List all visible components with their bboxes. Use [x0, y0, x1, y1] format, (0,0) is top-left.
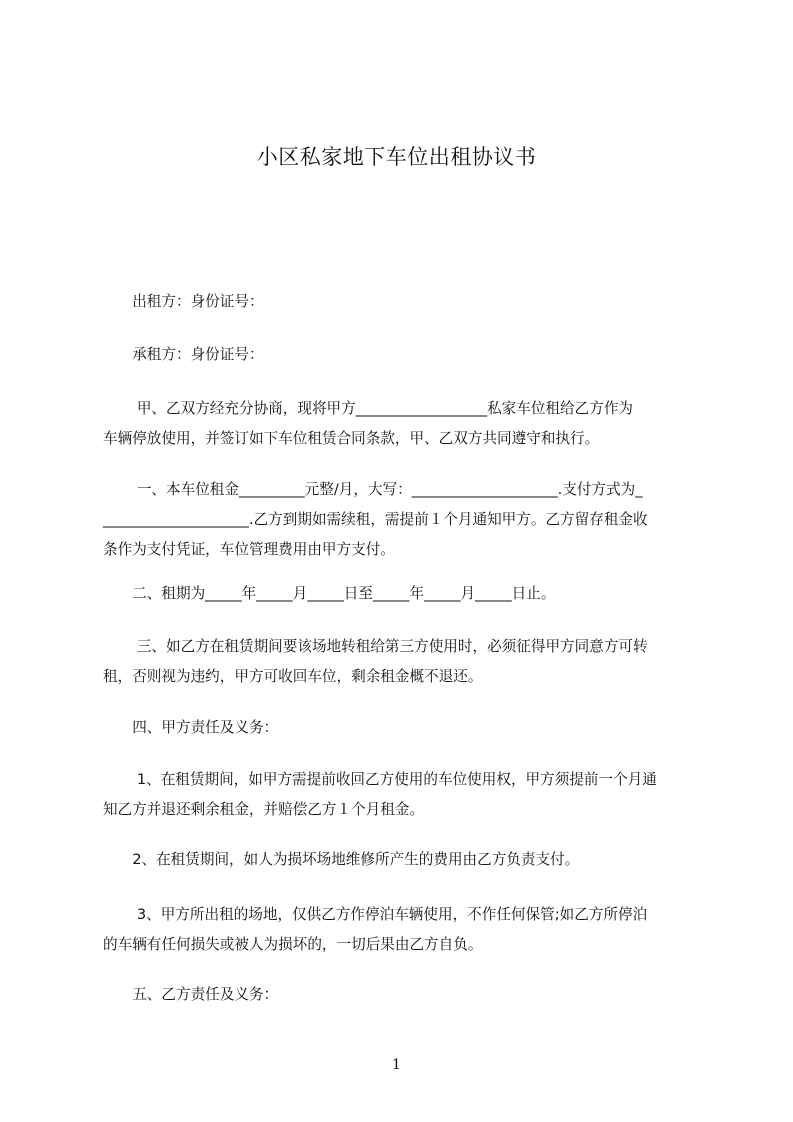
paragraph-line: 的车辆有任何损失或被人为损坏的，一切后果由乙方自负。	[103, 936, 483, 953]
document-title: 小区私家地下车位出租协议书	[256, 145, 537, 169]
paragraph-line: 车辆停放使用，并签订如下车位租赁合同条款，甲、乙双方共同遵守和执行。	[103, 430, 600, 447]
paragraph-line: 3、甲方所出租的场地，仅供乙方作停泊车辆使用，不作任何保管;如乙方所停泊	[103, 906, 648, 923]
paragraph-clause-4-item-3	[103, 900, 703, 960]
paragraph-line: 1、在租赁期间，如甲方需提前收回乙方使用的车位使用权，甲方须提前一个月通	[103, 771, 657, 788]
paragraph-line: 承租方：身份证号：	[103, 346, 264, 363]
paragraph-line: 知乙方并退还剩余租金，并赔偿乙方１个月租金。	[103, 801, 425, 818]
paragraph-clause-2	[103, 579, 703, 609]
paragraph-intro	[103, 394, 703, 454]
paragraph-line: 出租方：身份证号：	[103, 293, 264, 310]
paragraph-clause-1	[103, 475, 703, 565]
paragraph-clause-4-item-1	[103, 765, 703, 825]
paragraph-clause-4-item-2	[103, 845, 703, 875]
paragraph-line: 三、如乙方在租赁期间要该场地转租给第三方使用时，必须征得甲方同意方可转	[103, 638, 648, 655]
paragraph-line: 条作为支付凭证，车位管理费用由甲方支付。	[103, 541, 395, 558]
paragraph-line: 2、在租赁期间，如人为损坏场地维修所产生的费用由乙方负责支付。	[103, 851, 580, 868]
paragraph-line: 二、租期为_____年_____月_____日至_____年_____月_____日止。	[103, 585, 556, 602]
paragraph-clause-4-heading	[103, 713, 703, 743]
page-number: 1	[392, 1057, 401, 1073]
paragraph-line: 租，否则视为违约，甲方可收回车位，剩余租金概不退还。	[103, 668, 483, 685]
paragraph-line: 甲、乙双方经充分协商，现将甲方__________________私家车位租给乙方作为	[103, 400, 634, 417]
paragraph-lessor	[103, 287, 703, 317]
paragraph-clause-3	[103, 632, 703, 692]
paragraph-line: 五、乙方责任及义务：	[103, 986, 279, 1003]
paragraph-line: 四、甲方责任及义务：	[103, 719, 279, 736]
paragraph-line: ____________________.乙方到期如需续租，需提前１个月通知甲方。乙方留存租金收	[103, 511, 648, 528]
paragraph-lessee	[103, 340, 703, 370]
paragraph-line: 一、本车位租金_________元整/月，大写：____________________.支付方式为_	[103, 481, 643, 498]
paragraph-clause-5-heading	[103, 980, 703, 1010]
